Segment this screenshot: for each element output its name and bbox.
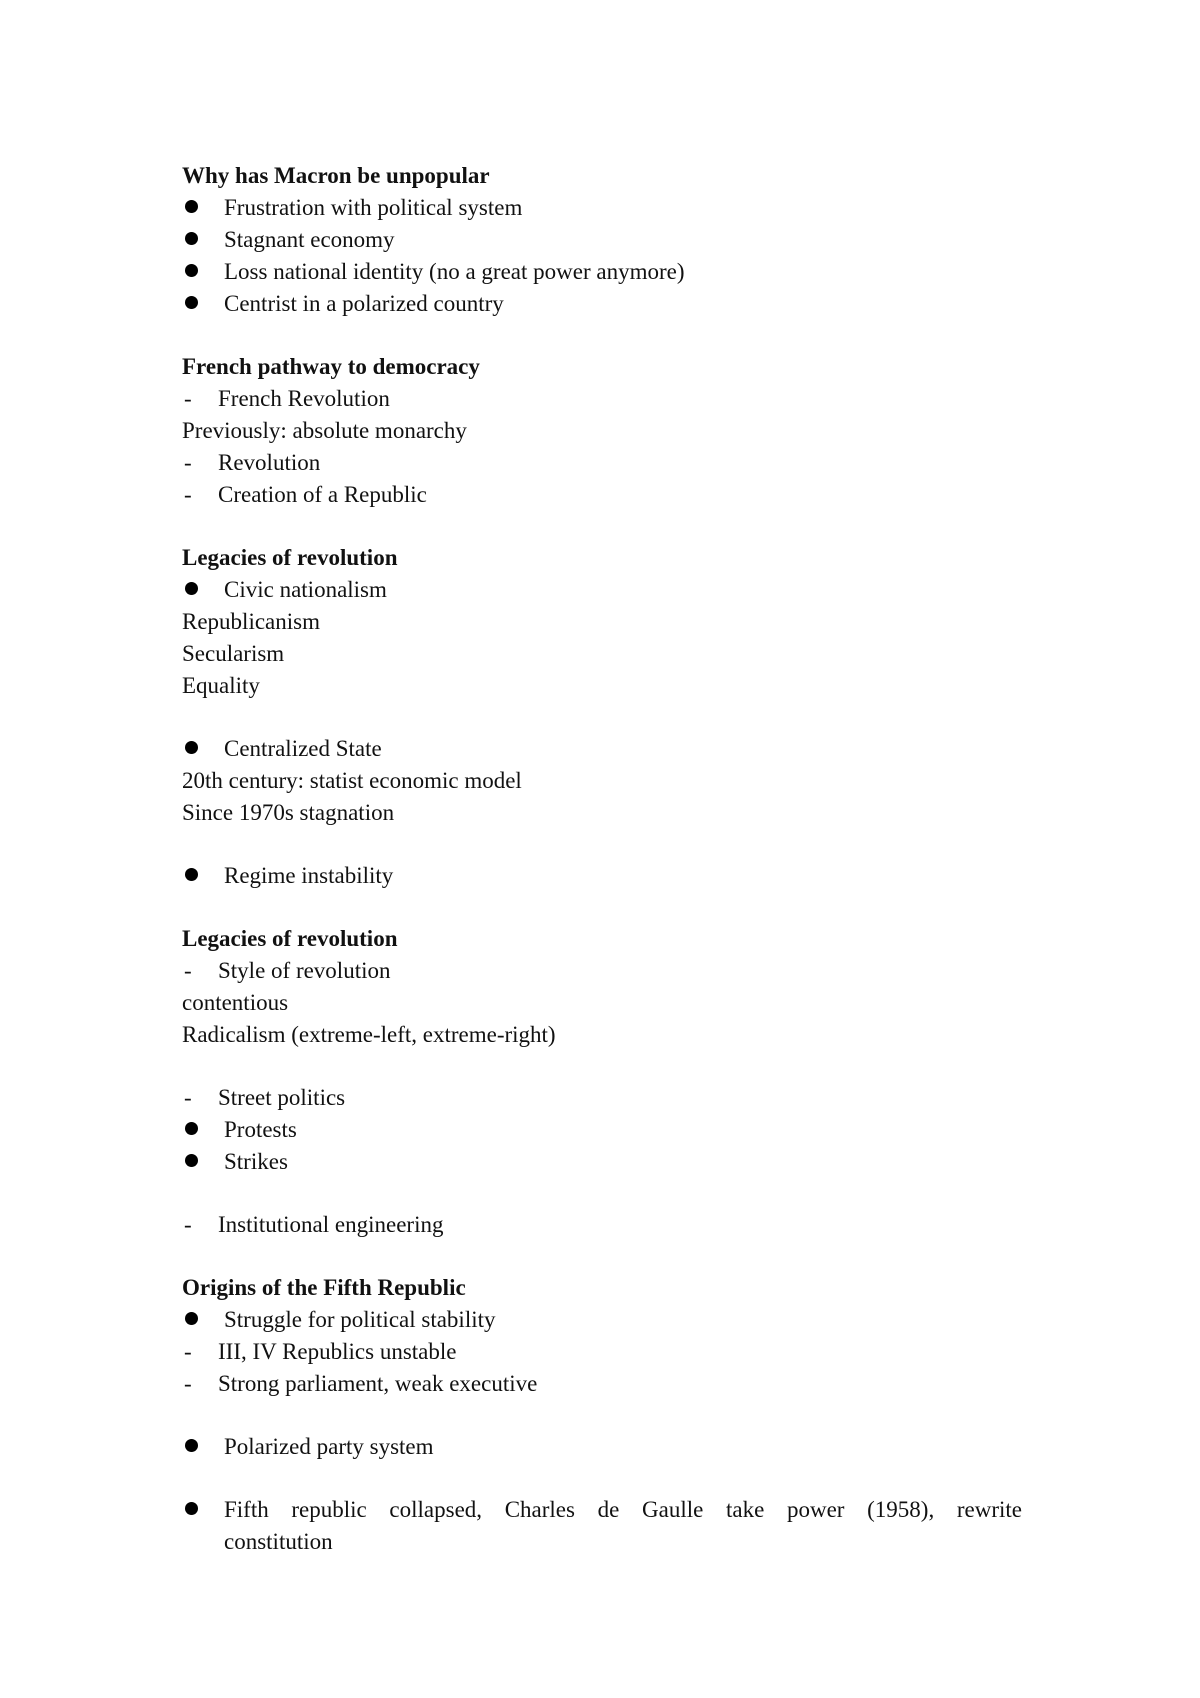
- bullet-line: Fifth republic collapsed, Charles de Gaulle take power (1958), rewrite: [224, 1497, 1022, 1522]
- spacer: [182, 1051, 1022, 1082]
- dash-item: - French Revolution: [182, 383, 1022, 415]
- spacer: [182, 892, 1022, 923]
- dash-marker: -: [184, 1212, 192, 1237]
- bullet-icon: [185, 868, 198, 881]
- text-line: Equality: [182, 673, 260, 698]
- dash-marker: -: [184, 958, 192, 983]
- text-line: 20th century: statist economic model: [182, 768, 522, 793]
- spacer: [182, 1463, 1022, 1494]
- bullet-icon: [185, 232, 198, 245]
- text-line: contentious: [182, 990, 289, 1015]
- bullet-icon: [185, 200, 198, 213]
- dash-marker: -: [184, 1371, 192, 1396]
- text-line: Radicalism (extreme-left, extreme-right): [182, 1022, 556, 1047]
- bullet-icon: [185, 1502, 198, 1515]
- section-heading: Origins of the Fifth Republic: [182, 1275, 466, 1300]
- dash-item: - Street politics: [182, 1082, 1022, 1114]
- bullet-item: Protests: [182, 1114, 1022, 1146]
- dash-item: - III, IV Republics unstable: [182, 1336, 1022, 1368]
- section-heading: French pathway to democracy: [182, 354, 480, 379]
- section-heading: Legacies of revolution: [182, 545, 398, 570]
- bullet-item: Civic nationalism: [182, 574, 1022, 606]
- text-line: Previously: absolute monarchy: [182, 418, 467, 443]
- spacer: [182, 320, 1022, 351]
- bullet-item: Frustration with political system: [182, 192, 1022, 224]
- section-heading: Legacies of revolution: [182, 926, 398, 951]
- bullet-icon: [185, 1154, 198, 1167]
- spacer: [182, 702, 1022, 733]
- document-content: [182, 160, 1022, 1558]
- bullet-item: Stagnant economy: [182, 224, 1022, 256]
- dash-marker: -: [184, 1085, 192, 1110]
- bullet-item: Struggle for political stability: [182, 1304, 1022, 1336]
- bullet-item: Centralized State: [182, 733, 1022, 765]
- dash-item: - Style of revolution: [182, 955, 1022, 987]
- bullet-item: Regime instability: [182, 860, 1022, 892]
- bullet-item: Loss national identity (no a great power anymore): [182, 256, 1022, 288]
- spacer: [182, 1241, 1022, 1272]
- section-heading: Why has Macron be unpopular: [182, 163, 490, 188]
- bullet-icon: [185, 296, 198, 309]
- dash-marker: -: [184, 482, 192, 507]
- spacer: [182, 1178, 1022, 1209]
- dash-marker: -: [184, 386, 192, 411]
- text-line: Since 1970s stagnation: [182, 800, 395, 825]
- bullet-icon: [185, 1439, 198, 1452]
- bullet-item: Strikes: [182, 1146, 1022, 1178]
- bullet-item-multiline: [182, 1494, 1022, 1558]
- dash-item: - Revolution: [182, 447, 1022, 479]
- bullet-icon: [185, 582, 198, 595]
- bullet-icon: [185, 1312, 198, 1325]
- spacer: [182, 829, 1022, 860]
- spacer: [182, 511, 1022, 542]
- text-line: Republicanism: [182, 609, 320, 634]
- bullet-icon: [185, 1122, 198, 1135]
- bullet-item: Centrist in a polarized country: [182, 288, 1022, 320]
- dash-item: - Institutional engineering: [182, 1209, 1022, 1241]
- bullet-icon: [185, 264, 198, 277]
- text-line: Secularism: [182, 641, 285, 666]
- bullet-line: constitution: [224, 1529, 333, 1554]
- dash-item: - Strong parliament, weak executive: [182, 1368, 1022, 1400]
- bullet-item: Polarized party system: [182, 1431, 1022, 1463]
- bullet-icon: [185, 741, 198, 754]
- dash-marker: -: [184, 1339, 192, 1364]
- dash-item: - Creation of a Republic: [182, 479, 1022, 511]
- spacer: [182, 1400, 1022, 1431]
- dash-marker: -: [184, 450, 192, 475]
